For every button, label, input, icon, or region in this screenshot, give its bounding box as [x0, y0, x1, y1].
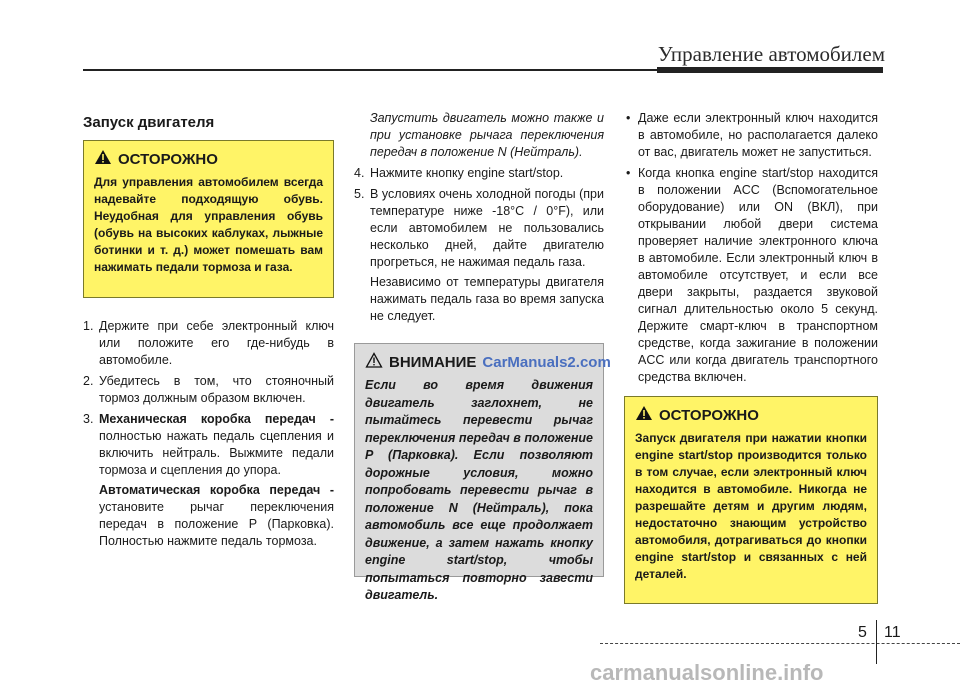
warning-title: ВНИМАНИЕ	[389, 354, 477, 371]
caution-title: ОСТОРОЖНО	[118, 151, 218, 168]
step-text: Держите при себе электронный ключ или положите его где-нибудь в автомобиле.	[99, 319, 334, 367]
warning-triangle-icon	[635, 405, 653, 426]
step-1	[83, 318, 334, 369]
caution-box-1	[83, 140, 334, 298]
step-label-manual: Механическая коробка передач -	[99, 412, 334, 426]
step-number: 5.	[354, 187, 365, 201]
step-3	[83, 411, 334, 550]
section-title: Запуск двигателя	[83, 114, 215, 131]
header-rule-thick	[657, 67, 883, 73]
step-5	[354, 186, 604, 325]
step-text: установите рычаг переключения передач в положение P (Парковка). Полностью нажмите педаль тормоза.	[99, 500, 334, 548]
caution-text: Для управления автомобилем всегда надевайте подходящую обувь. Неудобная для управления обувь (обувь на высоких каблуках, лыжные ботинки и т. д.) может помешать вам нажимать педали тормоза и газа.	[94, 175, 323, 274]
warning-text: Если во время движения двигатель заглохнет, не пытайтесь перевести рычаг переключения передач в положение P (Парковка). Если позволяют дорожные условия, можно попробовать перевести рычаг в положение N (Нейтраль), пока автомобиль все еще продолжает движение, а затем нажать кнопку engine start/stop, чтобы попытаться повторно завести двигатель.	[365, 378, 593, 602]
step-number: 4.	[354, 166, 365, 180]
step-4	[354, 165, 604, 182]
step-text: полностью нажать педаль сцепления и включить нейтраль. Выжмите педали тормоза и сцепления до упора.	[99, 429, 334, 477]
step-number: 3.	[83, 412, 94, 426]
footer-watermark: carmanualsonline.info	[590, 660, 824, 685]
step-text: В условиях очень холодной погоды (при температуре ниже -18°C / 0°F), или если автомобилем не пользовались несколько дней, дайте двигателю прогреться, не нажимая педаль газа.	[370, 187, 604, 269]
step-label-auto: Автоматическая коробка передач -	[99, 483, 334, 497]
step-3-sub	[99, 482, 334, 550]
watermark-logo: CarManuals2.com	[482, 354, 611, 371]
header-title: Управление автомобилем	[657, 42, 885, 66]
caution-text: Запуск двигателя при нажатии кнопки engine start/stop производится только в том случае, если электронный ключ находится в автомобиле. Никогда не разрешайте детям и другим людям, недостаточно знающим устройство автомобиля, дотрагиваться до кнопки engine start/stop и связанных с ней деталей.	[635, 431, 867, 581]
footer-dashed-line	[600, 643, 960, 644]
step-5-sub: Независимо от температуры двигателя нажимать педаль газа во время запуска не следует.	[370, 275, 604, 323]
warning-triangle-icon	[94, 149, 112, 170]
step-number: 1.	[83, 319, 94, 333]
warning-box	[354, 343, 611, 602]
step-2	[83, 373, 334, 407]
step-number: 2.	[83, 374, 94, 388]
neutral-note: Запустить двигатель можно также и при установке рычага переключения передач в положение N (Нейтраль).	[370, 111, 604, 159]
left-column	[83, 318, 334, 554]
middle-column	[354, 110, 604, 329]
section-number: 5	[858, 624, 867, 641]
page-divider	[876, 620, 877, 664]
step-text: Убедитесь в том, что стояночный тормоз должным образом включен.	[99, 374, 334, 405]
step-text: Нажмите кнопку engine start/stop.	[370, 166, 564, 180]
caution-box-2	[624, 396, 878, 604]
bullet-item: • Даже если электронный ключ находится в автомобиле, но располагается далеко от вас, двигатель может не запуститься.	[624, 110, 878, 161]
page-number: 11	[884, 624, 901, 641]
bullet-item: • Когда кнопка engine start/stop находится в положении ACC (Вспомогательное оборудование) или ON (ВКЛ), при открывании любой двери система проверяет наличие электронного ключа в автомобиле. Если электронный ключ в автомобиле отсутствует, и если все двери закрыты, раздается звуковой сигнал длительностью около 5 секунд. Держите смарт-ключ в транспортном средстве, когда зажигание в положении ACC или когда двигатель транспортного средства включен.	[624, 165, 878, 386]
caution-title: ОСТОРОЖНО	[659, 407, 759, 424]
warning-triangle-outline-icon	[365, 352, 383, 373]
right-column	[624, 110, 878, 390]
